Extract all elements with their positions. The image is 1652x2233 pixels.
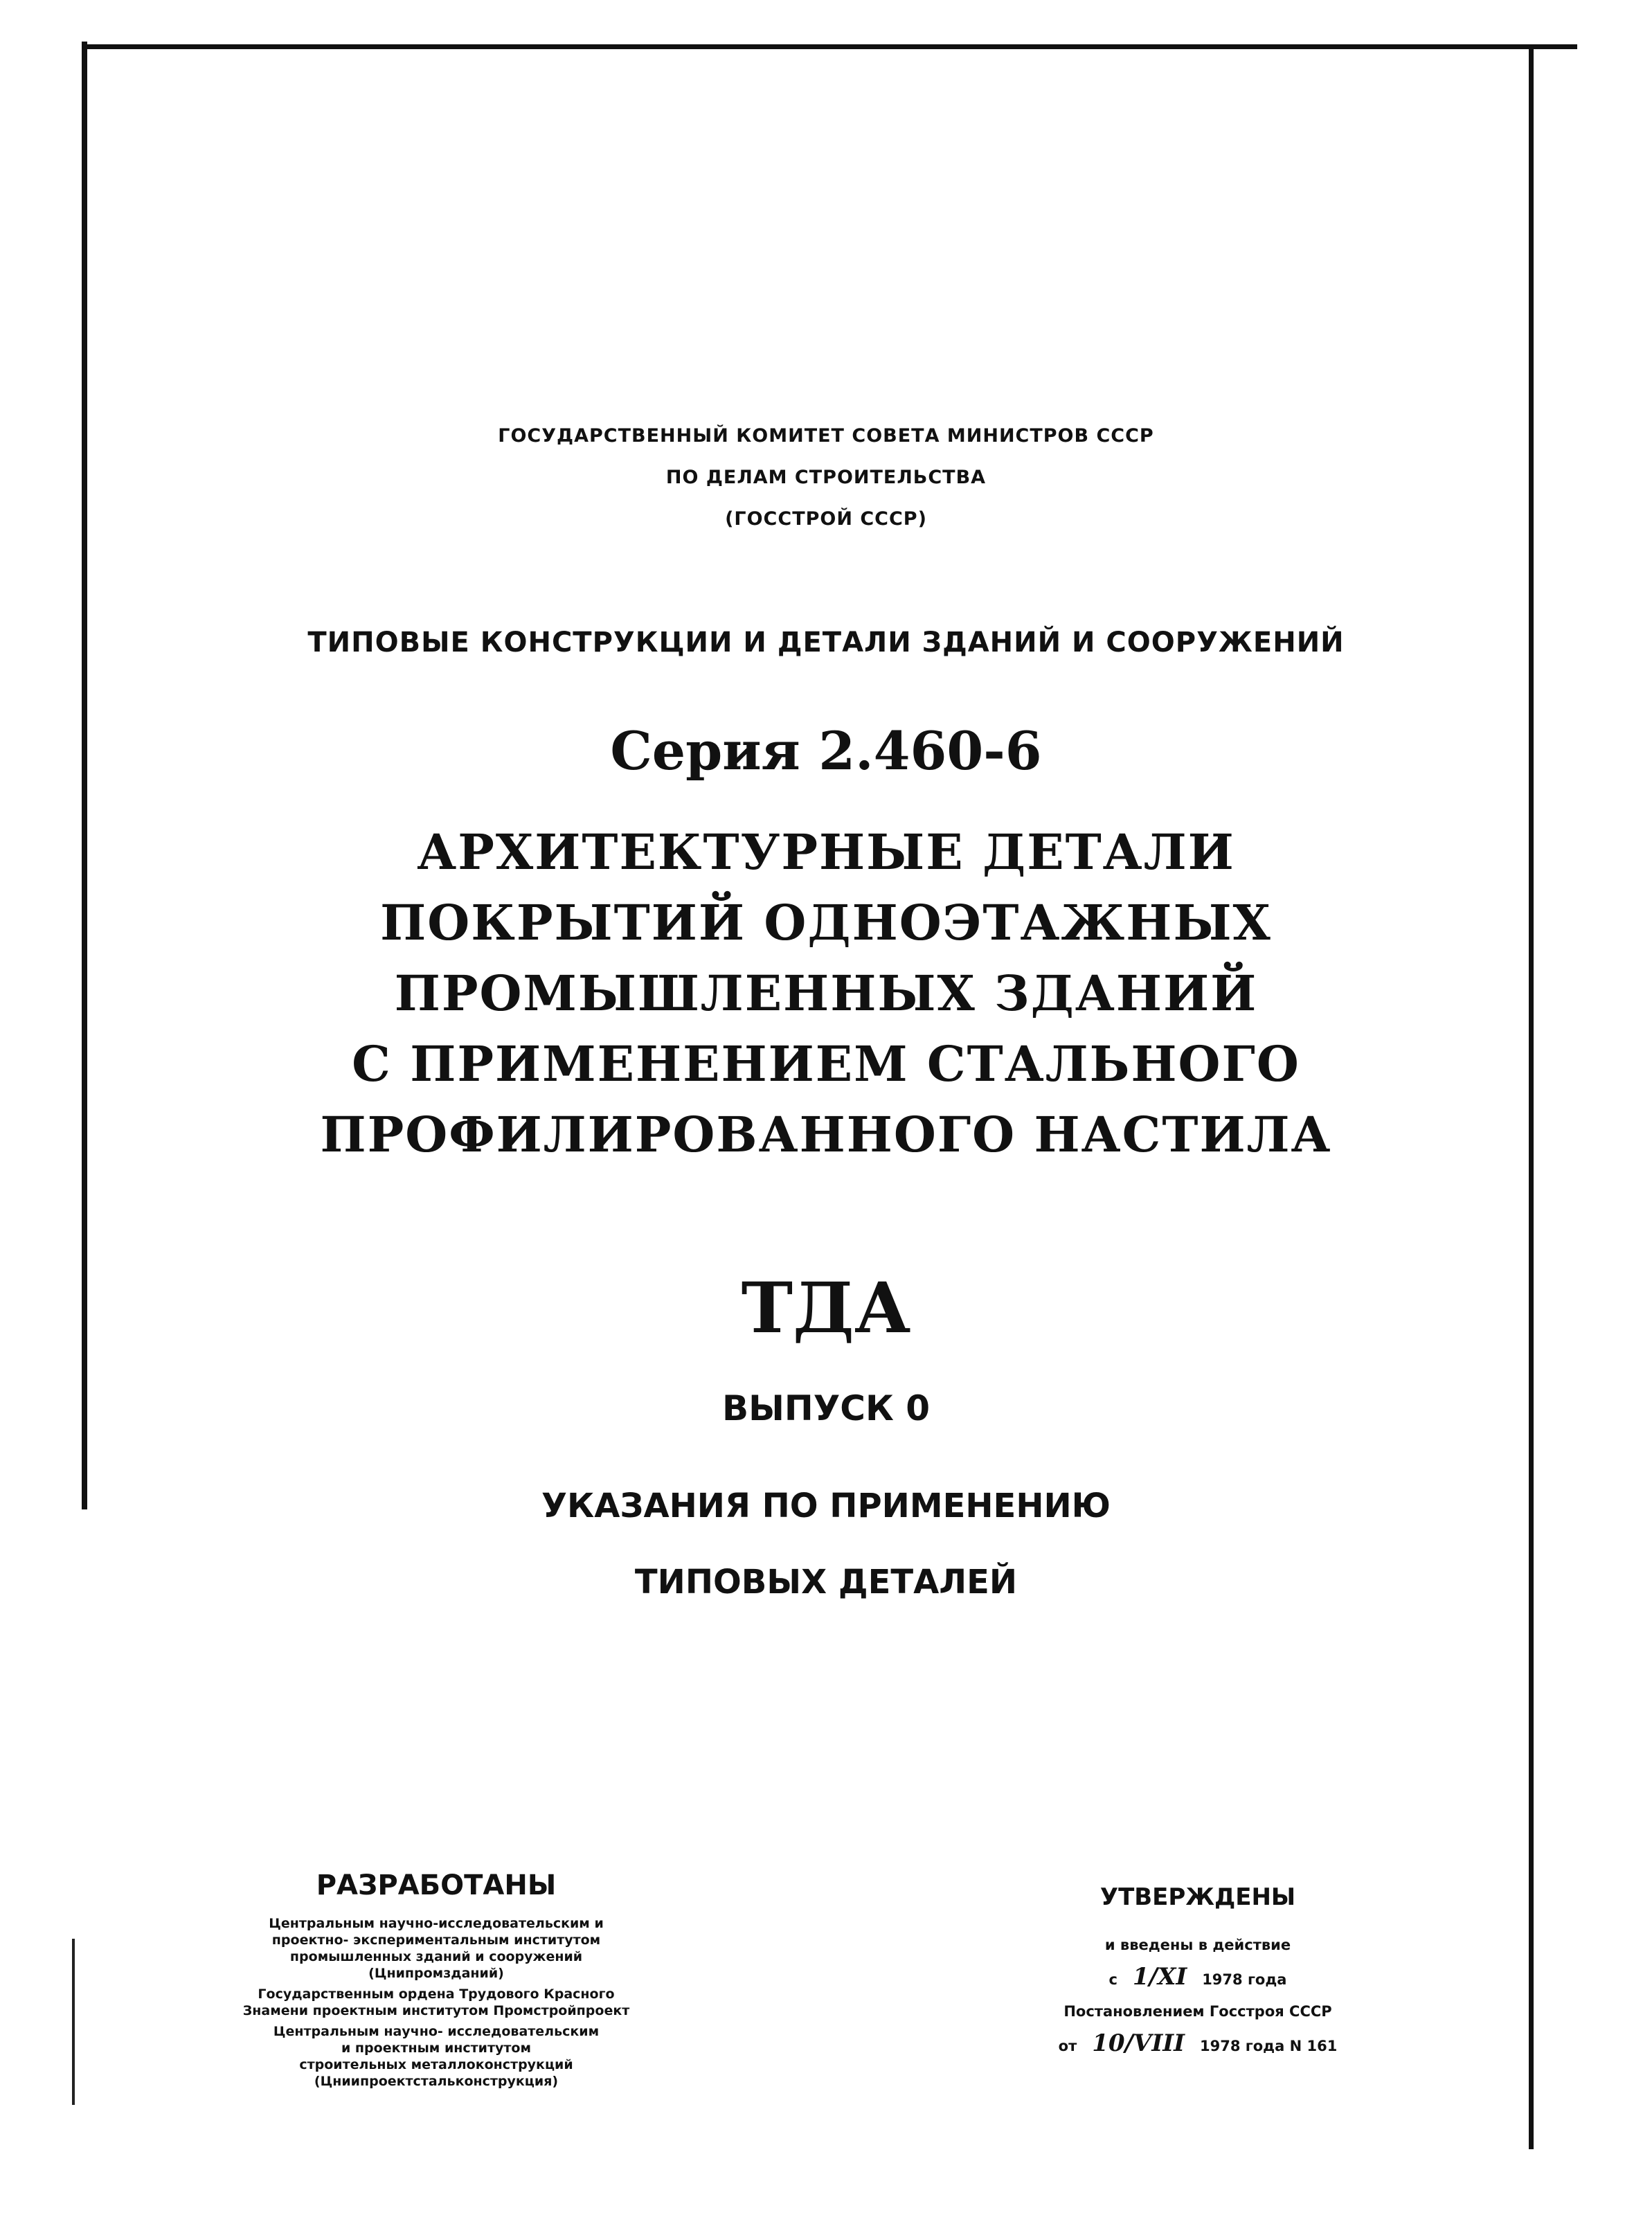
approved-heading: УТВЕРЖДЕНЫ: [1099, 1883, 1296, 1911]
developer-org-1-line-2: проектно- экспериментальным институтом: [271, 1932, 601, 1948]
decree-date-prefix: от: [1058, 2038, 1077, 2054]
approved-line-2: [928, 1961, 1468, 1996]
developer-org-3-line-4: (Цниипроектстальконструкция): [314, 2074, 559, 2089]
document-title: [0, 817, 1652, 1170]
approved-line-4: [928, 2027, 1468, 2062]
developer-org-2-line-2: Знамени проектным институтом Промстройпроект: [242, 2003, 630, 2018]
page-frame-top-border: [84, 44, 1577, 49]
approved-date-suffix: 1978 года: [1202, 1971, 1287, 1988]
developer-org-2-line-1: Государственным ордена Трудового Красного: [258, 1987, 615, 2002]
agency-line-2: ПО ДЕЛАМ СТРОИТЕЛЬСТВА: [665, 467, 987, 488]
agency-line-1: ГОСУДАРСТВЕННЫЙ КОМИТЕТ СОВЕТА МИНИСТРОВ СССР: [498, 425, 1154, 447]
developer-org-1-line-4: (Цнипромзданий): [368, 1966, 504, 1981]
approved-line-3: Постановлением Госстроя СССР: [1063, 2003, 1332, 2020]
decree-handwritten-date: 10/VIII: [1092, 2029, 1185, 2057]
scan-edge-mark: [72, 1939, 75, 2105]
series-number: Серия 2.460-6: [610, 720, 1042, 782]
developed-heading: РАЗРАБОТАНЫ: [316, 1869, 557, 1901]
title-line-2: ПОКРЫТИЙ ОДНОЭТАЖНЫХ: [380, 894, 1272, 951]
title-line-4: С ПРИМЕНЕНИЕМ СТАЛЬНОГО: [352, 1035, 1300, 1093]
title-line-5: ПРОФИЛИРОВАННОГО НАСТИЛА: [320, 1106, 1332, 1163]
document-category: ТИПОВЫЕ КОНСТРУКЦИИ И ДЕТАЛИ ЗДАНИЙ И СООРУЖЕНИЙ: [307, 627, 1345, 658]
developer-org-1: [138, 1915, 734, 1982]
subtitle-line-1: УКАЗАНИЯ ПО ПРИМЕНЕНИЮ: [541, 1487, 1111, 1525]
developer-org-1-line-1: Центральным научно-исследовательским и: [269, 1916, 604, 1931]
developer-org-3-line-3: строительных металлоконструкций: [299, 2057, 573, 2072]
developer-org-3-line-2: и проектным институтом: [341, 2041, 531, 2056]
developer-org-2: [138, 1986, 734, 2019]
agency-header: [0, 415, 1652, 540]
developer-org-1-line-3: промышленных зданий и сооружений: [289, 1949, 583, 1964]
approved-block: [928, 1883, 1468, 2062]
developer-org-3-line-1: Центральным научно- исследовательским: [273, 2024, 600, 2039]
approved-line-1: и введены в действие: [1104, 1937, 1291, 1953]
developer-org-3: [138, 2023, 734, 2090]
agency-line-3: (ГОССТРОЙ СССР): [725, 508, 927, 530]
issue-number: ВЫПУСК 0: [721, 1388, 931, 1428]
document-code: ТДА: [741, 1267, 911, 1349]
approved-handwritten-date: 1/XI: [1132, 1963, 1187, 1991]
title-line-3: ПРОМЫШЛЕННЫХ ЗДАНИЙ: [394, 965, 1258, 1022]
decree-date-suffix: 1978 года N 161: [1199, 2038, 1338, 2054]
document-subtitle: [0, 1468, 1652, 1620]
title-line-1: АРХИТЕКТУРНЫЕ ДЕТАЛИ: [417, 823, 1235, 881]
approved-date-prefix: с: [1108, 1971, 1117, 1988]
developed-by-block: [138, 1869, 734, 2094]
subtitle-line-2: ТИПОВЫХ ДЕТАЛЕЙ: [634, 1563, 1018, 1602]
